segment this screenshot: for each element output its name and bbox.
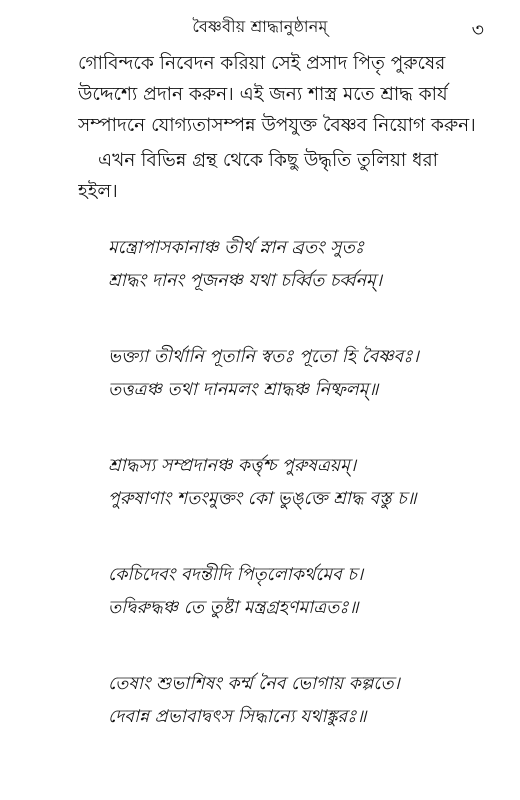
running-title: বৈষ্ণবীয় শ্রাদ্ধানুষ্ঠানম্ — [192, 17, 328, 36]
verse-1-line-1: মন্ত্রোপাসকানাঞ্চ তীর্থ স্নান ব্রতং সুতঃ — [108, 238, 365, 258]
verse-1-line-2: শ্রাদ্ধং দানং পূজনঞ্চ যথা চর্ব্বিত চর্ব্বনম্। — [108, 271, 383, 291]
verse-2-line-2: তত্তত্রঞ্চ তথা দানমলং শ্রাদ্ধঞ্চ নিষ্ফলম্॥ — [108, 380, 379, 400]
prose-body — [78, 48, 498, 207]
verse-5-line-2: দেবান্ন প্রভাবাদ্বৎস সিদ্ধান্যে যথাঙ্কুরঃ॥ — [108, 707, 367, 727]
paragraph-1-line-2: উদ্দেশ্যে প্রদান করুন। এই জন্য শাস্ত্র মতে শ্রাদ্ধ কার্য — [78, 84, 448, 105]
verse-4 — [108, 559, 498, 625]
paragraph-1-line-1: গোবিন্দকে নিবেদন করিয়া সেই প্রসাদ পিতৃ পুরুষের — [78, 53, 446, 74]
verse-5-line-1: তেষাং শুভাশিষং কর্ম্ম নৈব ভোগায় কল্পতে। — [108, 674, 400, 694]
page-header — [0, 14, 520, 42]
page-number: ৩ — [471, 19, 484, 41]
verse-2 — [108, 341, 498, 407]
verse-3-line-1: শ্রাদ্ধস্য সম্প্রদানঞ্চ কর্ত্তৃশ্চ পুরুষত্রয়ম্। — [108, 456, 357, 476]
verse-block — [108, 232, 498, 777]
verse-4-line-2: তদ্বিরুদ্ধঞ্চ তে তুষ্টা মন্ত্রগ্রহণমাত্রতঃ॥ — [108, 598, 359, 618]
verse-4-line-1: কেচিদেবং বদন্তীদি পিতৃলোকর্থমেব চ। — [108, 565, 364, 585]
paragraph-2-line-1: এখন বিভিন্ন গ্রন্থ থেকে কিছু উদ্ধৃতি তুলিয়া ধরা — [98, 150, 439, 171]
paragraph-2-line-2: হইল। — [78, 181, 118, 202]
verse-2-line-1: ভক্ত্যা তীর্থানি পূতানি স্বতঃ পূতো হি বৈষ্ণবঃ। — [108, 347, 419, 367]
paragraph-1-line-3: সম্পাদনে যোগ্যতাসম্পন্ন উপযুক্ত বৈষ্ণব নিয়োগ করুন। — [78, 115, 476, 136]
verse-5 — [108, 668, 498, 734]
verse-3-line-2: পুরুষাণাং শতংমুক্তং কো ভুঙ্‌ক্তে শ্রাদ্ধ বস্তু চ॥ — [108, 489, 417, 509]
verse-1 — [108, 232, 498, 298]
verse-3 — [108, 450, 498, 516]
